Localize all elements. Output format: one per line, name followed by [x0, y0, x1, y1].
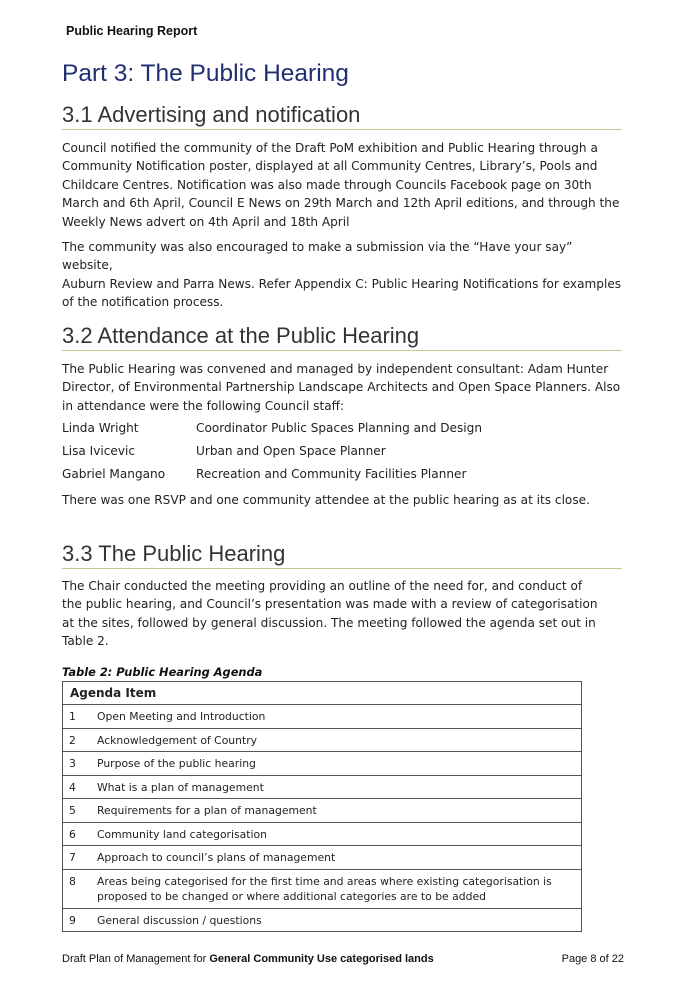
- section-heading-3-3: 3.3 The Public Hearing: [62, 541, 622, 569]
- staff-name: Lisa Ivicevic: [62, 444, 135, 458]
- footer-title-plain: Draft Plan of Management for: [62, 953, 210, 965]
- text-line: Community Notification poster, displayed at all Community Centres, Library’s, Pools and: [62, 159, 598, 174]
- section-heading-3-1: 3.1 Advertising and notification: [62, 102, 622, 130]
- text-line: Childcare Centres. Notification was also made through Councils Facebook page on 30th: [62, 177, 592, 192]
- table-caption: Table 2: Public Hearing Agenda: [62, 665, 263, 679]
- table-row: [63, 846, 582, 870]
- text-line: in attendance were the following Council staff:: [62, 398, 345, 413]
- row-text: Approach to council’s plans of management: [85, 846, 582, 870]
- row-number: 3: [63, 752, 86, 776]
- page-footer: [62, 953, 624, 965]
- part-title: Part 3: The Public Hearing: [62, 60, 349, 87]
- text-line: Table 2.: [62, 634, 109, 649]
- paragraph-public-hearing: [62, 577, 624, 651]
- staff-role: Recreation and Community Facilities Planner: [196, 467, 467, 481]
- row-text: Requirements for a plan of management: [85, 799, 582, 823]
- text-line: The community was also encouraged to make a submission via the “Have your say” website,: [62, 240, 573, 273]
- table-row: [63, 869, 582, 908]
- row-number: 9: [63, 908, 86, 932]
- row-number: 7: [63, 846, 86, 870]
- staff-name: Gabriel Mangano: [62, 467, 166, 481]
- text-line: the public hearing, and Council’s presentation was made with a review of categorisation: [62, 597, 598, 612]
- paragraph-attendance: [62, 360, 624, 415]
- text-line: March and 6th April, Council E News on 29th March and 12th April editions, and through the: [62, 196, 620, 211]
- table-row: [63, 705, 582, 729]
- text-line: The Chair conducted the meeting providing an outline of the need for, and conduct of: [62, 579, 583, 593]
- text-line: Council notified the community of the Draft PoM exhibition and Public Hearing through a: [62, 141, 598, 155]
- text-line: Auburn Review and Parra News. Refer Appendix C: Public Hearing Notifications for examples: [62, 276, 622, 291]
- row-text: Community land categorisation: [85, 822, 582, 846]
- row-text: Open Meeting and Introduction: [85, 705, 582, 729]
- footer-document-title: [62, 953, 434, 965]
- row-text: Purpose of the public hearing: [85, 752, 582, 776]
- row-number: 5: [63, 799, 86, 823]
- text-line: The Public Hearing was convened and managed by independent consultant: Adam Hunter: [62, 362, 609, 376]
- table-row: [63, 908, 582, 932]
- agenda-table: [62, 681, 582, 932]
- text-line: Weekly News advert on 4th April and 18th April: [62, 214, 350, 229]
- row-text: General discussion / questions: [85, 908, 582, 932]
- row-number: 4: [63, 775, 86, 799]
- row-text: What is a plan of management: [85, 775, 582, 799]
- text-line: Director, of Environmental Partnership Landscape Architects and Open Space Planners. Also: [62, 380, 621, 395]
- table-header-cell: Agenda Item: [63, 682, 582, 705]
- text-line: of the notification process.: [62, 295, 224, 310]
- staff-name: Linda Wright: [62, 421, 139, 435]
- table-header-row: [63, 682, 582, 705]
- page-number: Page 8 of 22: [561, 953, 624, 965]
- staff-role: Coordinator Public Spaces Planning and Design: [196, 421, 482, 435]
- table-row: [63, 728, 582, 752]
- row-text: Areas being categorised for the first time and areas where existing categorisation is proposed to be changed or where additional categories are to be added: [85, 869, 582, 908]
- staff-role: Urban and Open Space Planner: [196, 444, 386, 458]
- paragraph-advertising-1: [62, 139, 624, 231]
- table-row: [63, 822, 582, 846]
- row-number: 6: [63, 822, 86, 846]
- table-row: [63, 775, 582, 799]
- footer-title-bold: General Community Use categorised lands: [209, 953, 434, 965]
- table-row: [63, 799, 582, 823]
- section-heading-3-2: 3.2 Attendance at the Public Hearing: [62, 323, 622, 351]
- paragraph-advertising-2: [62, 238, 624, 312]
- row-number: 1: [63, 705, 86, 729]
- running-header: Public Hearing Report: [66, 24, 198, 38]
- row-number: 2: [63, 728, 86, 752]
- row-text: Acknowledgement of Country: [85, 728, 582, 752]
- text-line: at the sites, followed by general discussion. The meeting followed the agenda set out in: [62, 615, 596, 630]
- table-row: [63, 752, 582, 776]
- paragraph-attendance-closing: There was one RSVP and one community attendee at the public hearing as at its close.: [62, 493, 590, 507]
- row-number: 8: [63, 869, 86, 908]
